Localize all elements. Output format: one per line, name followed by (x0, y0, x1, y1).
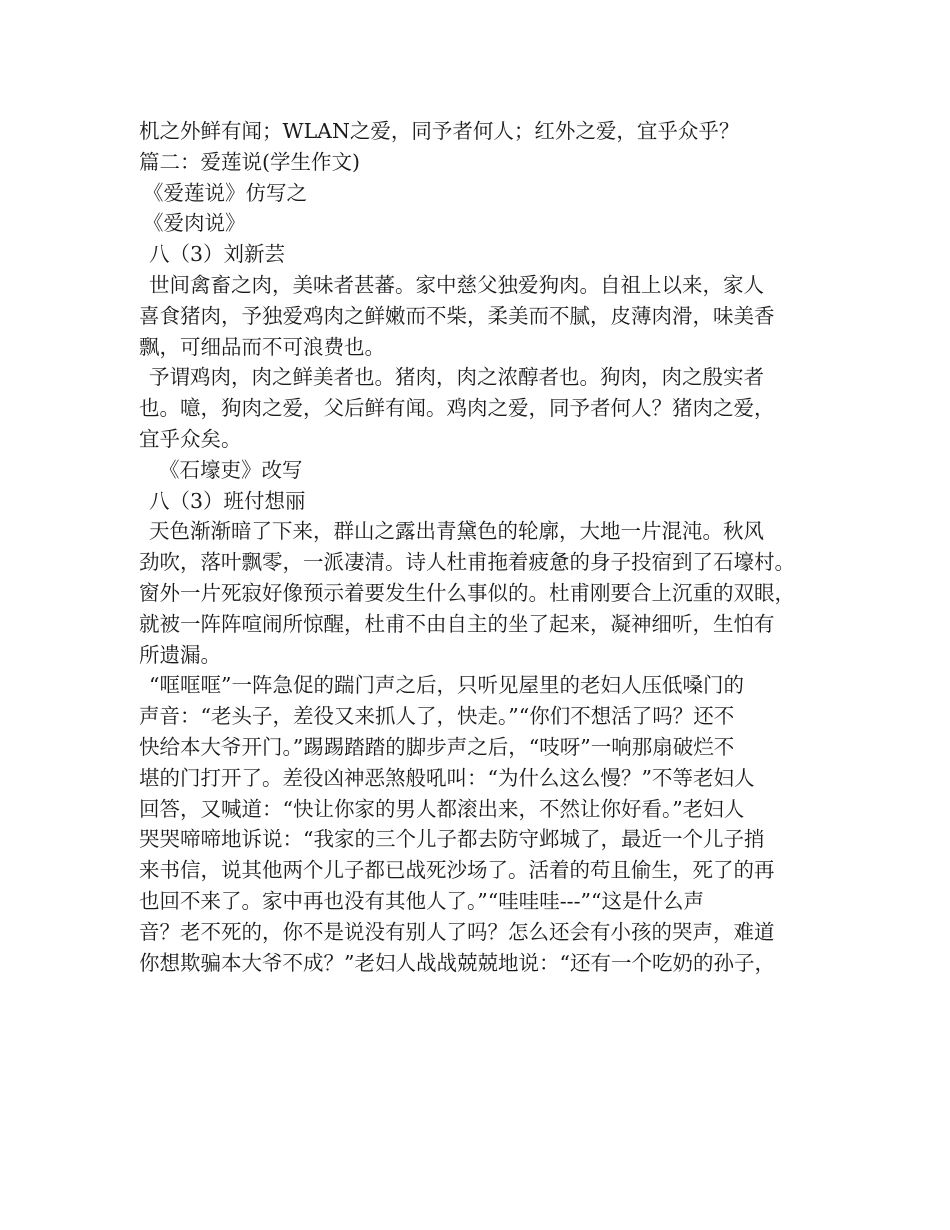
text-line: 哭哭啼啼地诉说：“我家的三个儿子都去防守邺城了，最近一个儿子捎 (139, 827, 765, 852)
text-line: “哐哐哐”一阵急促的踹门声之后，只听见屋里的老妇人压低嗓门的 (149, 673, 744, 698)
text-line: 宜乎众矣。 (139, 426, 242, 451)
text-line: 窗外一片死寂好像预示着要发生什么事似的。杜甫刚要合上沉重的双眼， (139, 580, 795, 605)
text-line: 予谓鸡肉，肉之鲜美者也。猪肉，肉之浓醇者也。狗肉，肉之殷实者 (149, 365, 764, 390)
text-line: 劲吹，落叶飘零，一派凄清。诗人杜甫拖着疲惫的身子投宿到了石壕村。 (139, 550, 795, 575)
text-line: 来书信，说其他两个儿子都已战死沙场了。活着的苟且偷生，死了的再 (139, 858, 775, 883)
document-body (139, 116, 819, 978)
text-line: 堪的门打开了。差役凶神恶煞般吼叫：“为什么这么慢？”不等老妇人 (139, 765, 755, 790)
text-line: 就被一阵阵喧闹所惊醒，杜甫不由自主的坐了起来，凝神细听，生怕有 (139, 611, 775, 636)
text-line: 喜食猪肉，予独爱鸡肉之鲜嫩而不柴，柔美而不腻，皮薄肉滑，味美香 (139, 303, 775, 328)
text-line: 音？老不死的，你不是说没有别人了吗？怎么还会有小孩的哭声，难道 (139, 919, 775, 944)
text-line: 天色渐渐暗了下来，群山之露出青黛色的轮廓，大地一片混沌。秋风 (149, 519, 764, 544)
text-line: 所遗漏。 (139, 642, 221, 667)
text-line: 声音：“老头子，差役又来抓人了，快走。”“你们不想活了吗？还不 (139, 704, 735, 729)
text-line: 飘，可细品而不可浪费也。 (139, 334, 385, 359)
essay-title: 《石壕吏》改写 (159, 457, 303, 482)
text-line: 也。噫，狗肉之爱，父后鲜有闻。鸡肉之爱，同予者何人？猪肉之爱， (139, 396, 775, 421)
text-line: 机之外鲜有闻；WLAN之爱，同予者何人；红外之爱，宜乎众乎？ (139, 119, 740, 143)
text-line: 也回不来了。家中再也没有其他人了。”“哇哇哇---”“这是什么声 (139, 888, 704, 913)
text-line: 世间禽畜之肉，美味者甚蕃。家中慈父独爱狗肉。自祖上以来，家人 (149, 272, 764, 297)
author-line: 八（3）刘新芸 (149, 242, 286, 267)
text-line: 回答，又喊道：“快让你家的男人都滚出来，不然让你好看。”老妇人 (139, 796, 745, 821)
author-line: 八（3）班付想丽 (149, 488, 306, 513)
text-line: 你想欺骗本大爷不成？”老妇人战战兢兢地说：“还有一个吃奶的孙子， (139, 950, 775, 975)
section-heading: 篇二：爱莲说(学生作文) (139, 149, 360, 174)
text-line: 《爱莲说》仿写之 (143, 180, 307, 205)
text-line: 快给本大爷开门。”踢踢踏踏的脚步声之后，“吱呀”一响那扇破烂不 (139, 734, 735, 759)
essay-title: 《爱肉说》 (143, 211, 246, 236)
